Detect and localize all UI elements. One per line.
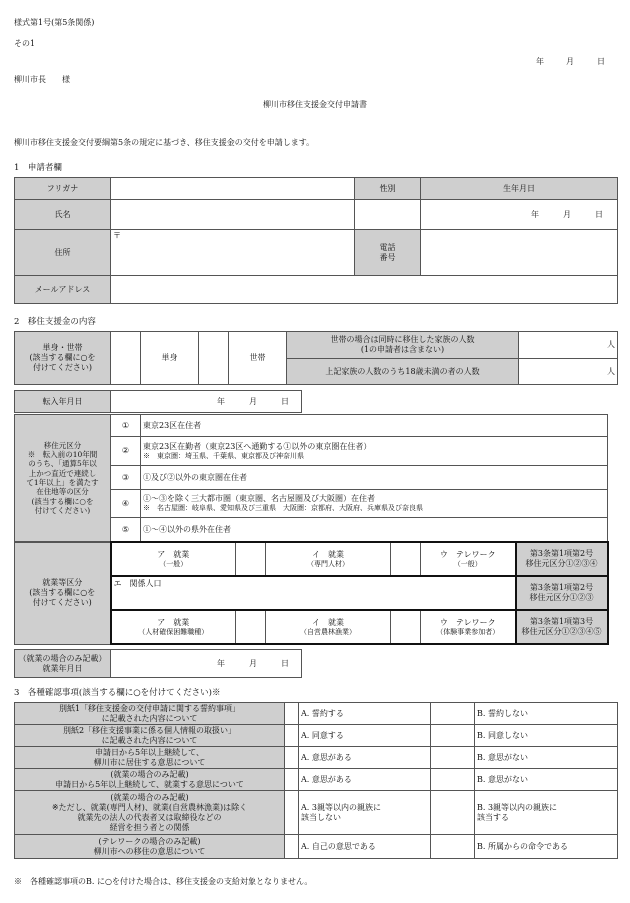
employment-option (266, 542, 391, 576)
move-date-table (14, 390, 302, 413)
birthdate-ymd: 年 月 日 (531, 209, 603, 219)
confirm-mark-b[interactable] (431, 769, 475, 791)
employment-mark-cell[interactable] (391, 610, 421, 644)
origin-num[interactable]: ⑤ (111, 518, 141, 542)
move-date-label: 転入年月日 (15, 391, 111, 413)
section3-heading: 3 各種確認事項(該当する欄に○を付けてください)※ (14, 688, 221, 698)
origin-table (14, 414, 608, 542)
household-mark-cell[interactable] (199, 332, 229, 385)
employment-date-field[interactable] (111, 650, 302, 678)
applicant-table (14, 177, 618, 304)
footnote: ※ 各種確認事項のB. に○を付けた場合は、移住支援金の支給対象となりません。 (14, 877, 313, 886)
employment-table (14, 541, 609, 645)
employment-category: 第3条第1項第2号 移住元区分①②③④ (516, 542, 608, 576)
household-table (14, 331, 618, 385)
confirm-mark-a[interactable] (285, 747, 299, 769)
confirm-mark-a[interactable] (285, 725, 299, 747)
confirmation-question: 別紙1「移住支援金の交付申請に関する誓約事項」 に記載された内容について (15, 703, 285, 725)
address-field[interactable] (111, 230, 355, 276)
confirm-option-b: B. 意思がない (475, 769, 618, 791)
confirm-mark-a[interactable] (285, 791, 299, 835)
birthdate-label: 生年月日 (421, 178, 618, 200)
employment-date-table (14, 649, 302, 678)
employment-category: 第3条第1項第2号 移住元区分①②③ (516, 576, 608, 610)
origin-option: ①及び②以外の東京圏在住者 (141, 466, 608, 490)
confirm-mark-a[interactable] (285, 835, 299, 859)
employment-option-label: イ 就業 (312, 549, 344, 559)
furigana-label: フリガナ (15, 178, 111, 200)
date-day-label: 日 (597, 57, 605, 66)
employment-option-label: ウ テレワーク (439, 617, 496, 627)
confirm-option-b: B. 誓約しない (475, 703, 618, 725)
employment-option (421, 610, 516, 644)
birthdate-field[interactable] (421, 200, 618, 230)
gender-field[interactable] (355, 200, 421, 230)
addressee: 柳川市長 様 (14, 75, 70, 84)
origin-option (141, 437, 608, 466)
confirmation-question: 別紙2「移住支援事業に係る個人情報の取扱い」 に記載された内容について (15, 725, 285, 747)
confirmation-question: (就業の場合のみ記載) 申請日から5年以上継続して、就業する意思について (15, 769, 285, 791)
employment-date-ymd: 年 月 日 (217, 658, 289, 668)
origin-num[interactable]: ① (111, 415, 141, 437)
employment-option (266, 610, 391, 644)
confirmation-table (14, 702, 618, 859)
confirm-option-a: A. 3親等以内の親族に 該当しない (299, 791, 431, 835)
employment-option-label: イ 就業 (312, 617, 344, 627)
intro-text: 柳川市移住支援金交付要綱第5条の規定に基づき、移住支援金の交付を申請します。 (14, 138, 315, 147)
origin-option (141, 490, 608, 518)
confirmation-question: 申請日から5年以上継続して、 柳川市に居住する意思について (15, 747, 285, 769)
confirmation-question: (テレワークの場合のみ記載) 柳川市への移住の意思について (15, 835, 285, 859)
date-month-label: 月 (566, 57, 574, 66)
person-unit: 人 (607, 366, 615, 376)
origin-option: 東京23区在住者 (141, 415, 608, 437)
employment-option-label: エ 関係人口 (113, 579, 162, 588)
employment-option-label: ア 就業 (157, 617, 190, 627)
confirm-mark-a[interactable] (285, 769, 299, 791)
employment-option-sub: （体験事業参加者） (436, 627, 500, 636)
form-part: その1 (14, 39, 36, 48)
address-label: 住所 (15, 230, 111, 276)
date-year-label: 年 (536, 57, 544, 66)
confirm-mark-b[interactable] (431, 835, 475, 859)
confirm-mark-b[interactable] (431, 791, 475, 835)
postal-mark: 〒 (113, 231, 121, 240)
furigana-field[interactable] (111, 178, 355, 200)
origin-option: ①～④以外の県外在住者 (141, 518, 608, 542)
person-unit: 人 (607, 340, 615, 349)
confirm-option-a: A. 誓約する (299, 703, 431, 725)
employment-option (111, 542, 236, 576)
move-date-ymd: 年 月 日 (217, 396, 289, 406)
employment-option (421, 542, 516, 576)
confirm-option-b: B. 3親等以内の親族に 該当する (475, 791, 618, 835)
confirm-option-a: A. 自己の意思である (299, 835, 431, 859)
origin-label: 移住元区分 ※ 転入前の10年間 のうち、「通算5年以 上かつ直近で連続し て1年以上」を満たす 在住地等の区分 (該当する欄に○を 付けてください) (15, 415, 111, 542)
confirm-mark-b[interactable] (431, 725, 475, 747)
employment-option (111, 610, 236, 644)
origin-num[interactable]: ③ (111, 466, 141, 490)
employment-option-sub: （自営農林漁業） (300, 627, 356, 636)
document-title: 柳川市移住支援金交付申請書 (263, 100, 367, 109)
household-label: 世帯 (229, 332, 287, 385)
employment-option-label: ウ テレワーク (439, 549, 496, 559)
confirm-mark-a[interactable] (285, 703, 299, 725)
confirm-option-b: B. 所属からの命令である (475, 835, 618, 859)
family-count-field[interactable] (519, 332, 618, 359)
employment-mark-cell[interactable] (236, 610, 266, 644)
section2-heading: 2 移住支援金の内容 (14, 317, 96, 327)
employment-category: 第3条第1項第3号 移住元区分①②③④⑤ (516, 610, 608, 644)
employment-option-sub: （専門人材） (307, 559, 349, 568)
origin-option-text: 東京23区在勤者（東京23区へ通勤する①以外の東京圏在住者） (143, 441, 372, 451)
single-mark-cell[interactable] (111, 332, 141, 385)
origin-option-text: ①～③を除く三大都市圏（東京圏、名古屋圏及び大阪圏）在住者 (143, 494, 375, 504)
confirm-option-b: B. 意思がない (475, 747, 618, 769)
confirm-option-b: B. 同意しない (475, 725, 618, 747)
phone-field[interactable] (421, 230, 618, 276)
origin-num[interactable]: ② (111, 437, 141, 466)
origin-option-note: ※ 東京圏：埼玉県、千葉県、東京都及び神奈川県 (143, 451, 304, 460)
section1-heading: 1 申請者欄 (14, 163, 62, 173)
origin-num[interactable]: ④ (111, 490, 141, 518)
under18-question: 上記家族の人数のうち18歳未満の者の人数 (287, 359, 519, 385)
confirm-option-a: A. 意思がある (299, 769, 431, 791)
employment-mark-cell[interactable] (236, 542, 266, 576)
confirmation-question: (就業の場合のみ記載) ※ただし、就業(専門人材)、就業(自営農林漁業)は除く 就業先の法人の代表者又は取締役などの 経営を担う者との関係 (15, 791, 285, 835)
phone-label: 電話 番号 (355, 230, 421, 276)
employment-option-sub: （人材確保困難職種） (138, 627, 209, 636)
confirm-mark-b[interactable] (431, 703, 475, 725)
employment-option-sub: （一般） (453, 559, 482, 568)
form-number: 様式第1号(第5条関係) (14, 18, 95, 27)
email-label: メールアドレス (15, 276, 111, 304)
single-label: 単身 (141, 332, 199, 385)
name-field[interactable] (111, 200, 355, 230)
employment-option-sub: （一般） (159, 559, 188, 568)
move-date-field[interactable] (111, 391, 302, 413)
employment-mark-cell[interactable] (391, 542, 421, 576)
confirm-mark-b[interactable] (431, 747, 475, 769)
employment-option-related[interactable] (111, 576, 516, 610)
employment-label: 就業等区分 (該当する欄に○を 付けてください) (15, 542, 111, 644)
origin-option-note: ※ 名古屋圏：岐阜県、愛知県及び三重県 大阪圏：京都府、大阪府、兵庫県及び奈良県 (143, 504, 423, 513)
employment-date-label: （就業の場合のみ記載） 就業年月日 (15, 650, 111, 678)
family-count-question: 世帯の場合は同時に移住した家族の人数 (1の申請者は含まない) (287, 332, 519, 359)
under18-count-field[interactable] (519, 359, 618, 385)
email-field[interactable] (111, 276, 618, 304)
gender-label: 性別 (355, 178, 421, 200)
name-label: 氏名 (15, 200, 111, 230)
household-type-label: 単身・世帯 (該当する欄に○を 付けてください) (15, 332, 111, 385)
confirm-option-a: A. 同意する (299, 725, 431, 747)
employment-option-label: ア 就業 (157, 549, 190, 559)
confirm-option-a: A. 意思がある (299, 747, 431, 769)
